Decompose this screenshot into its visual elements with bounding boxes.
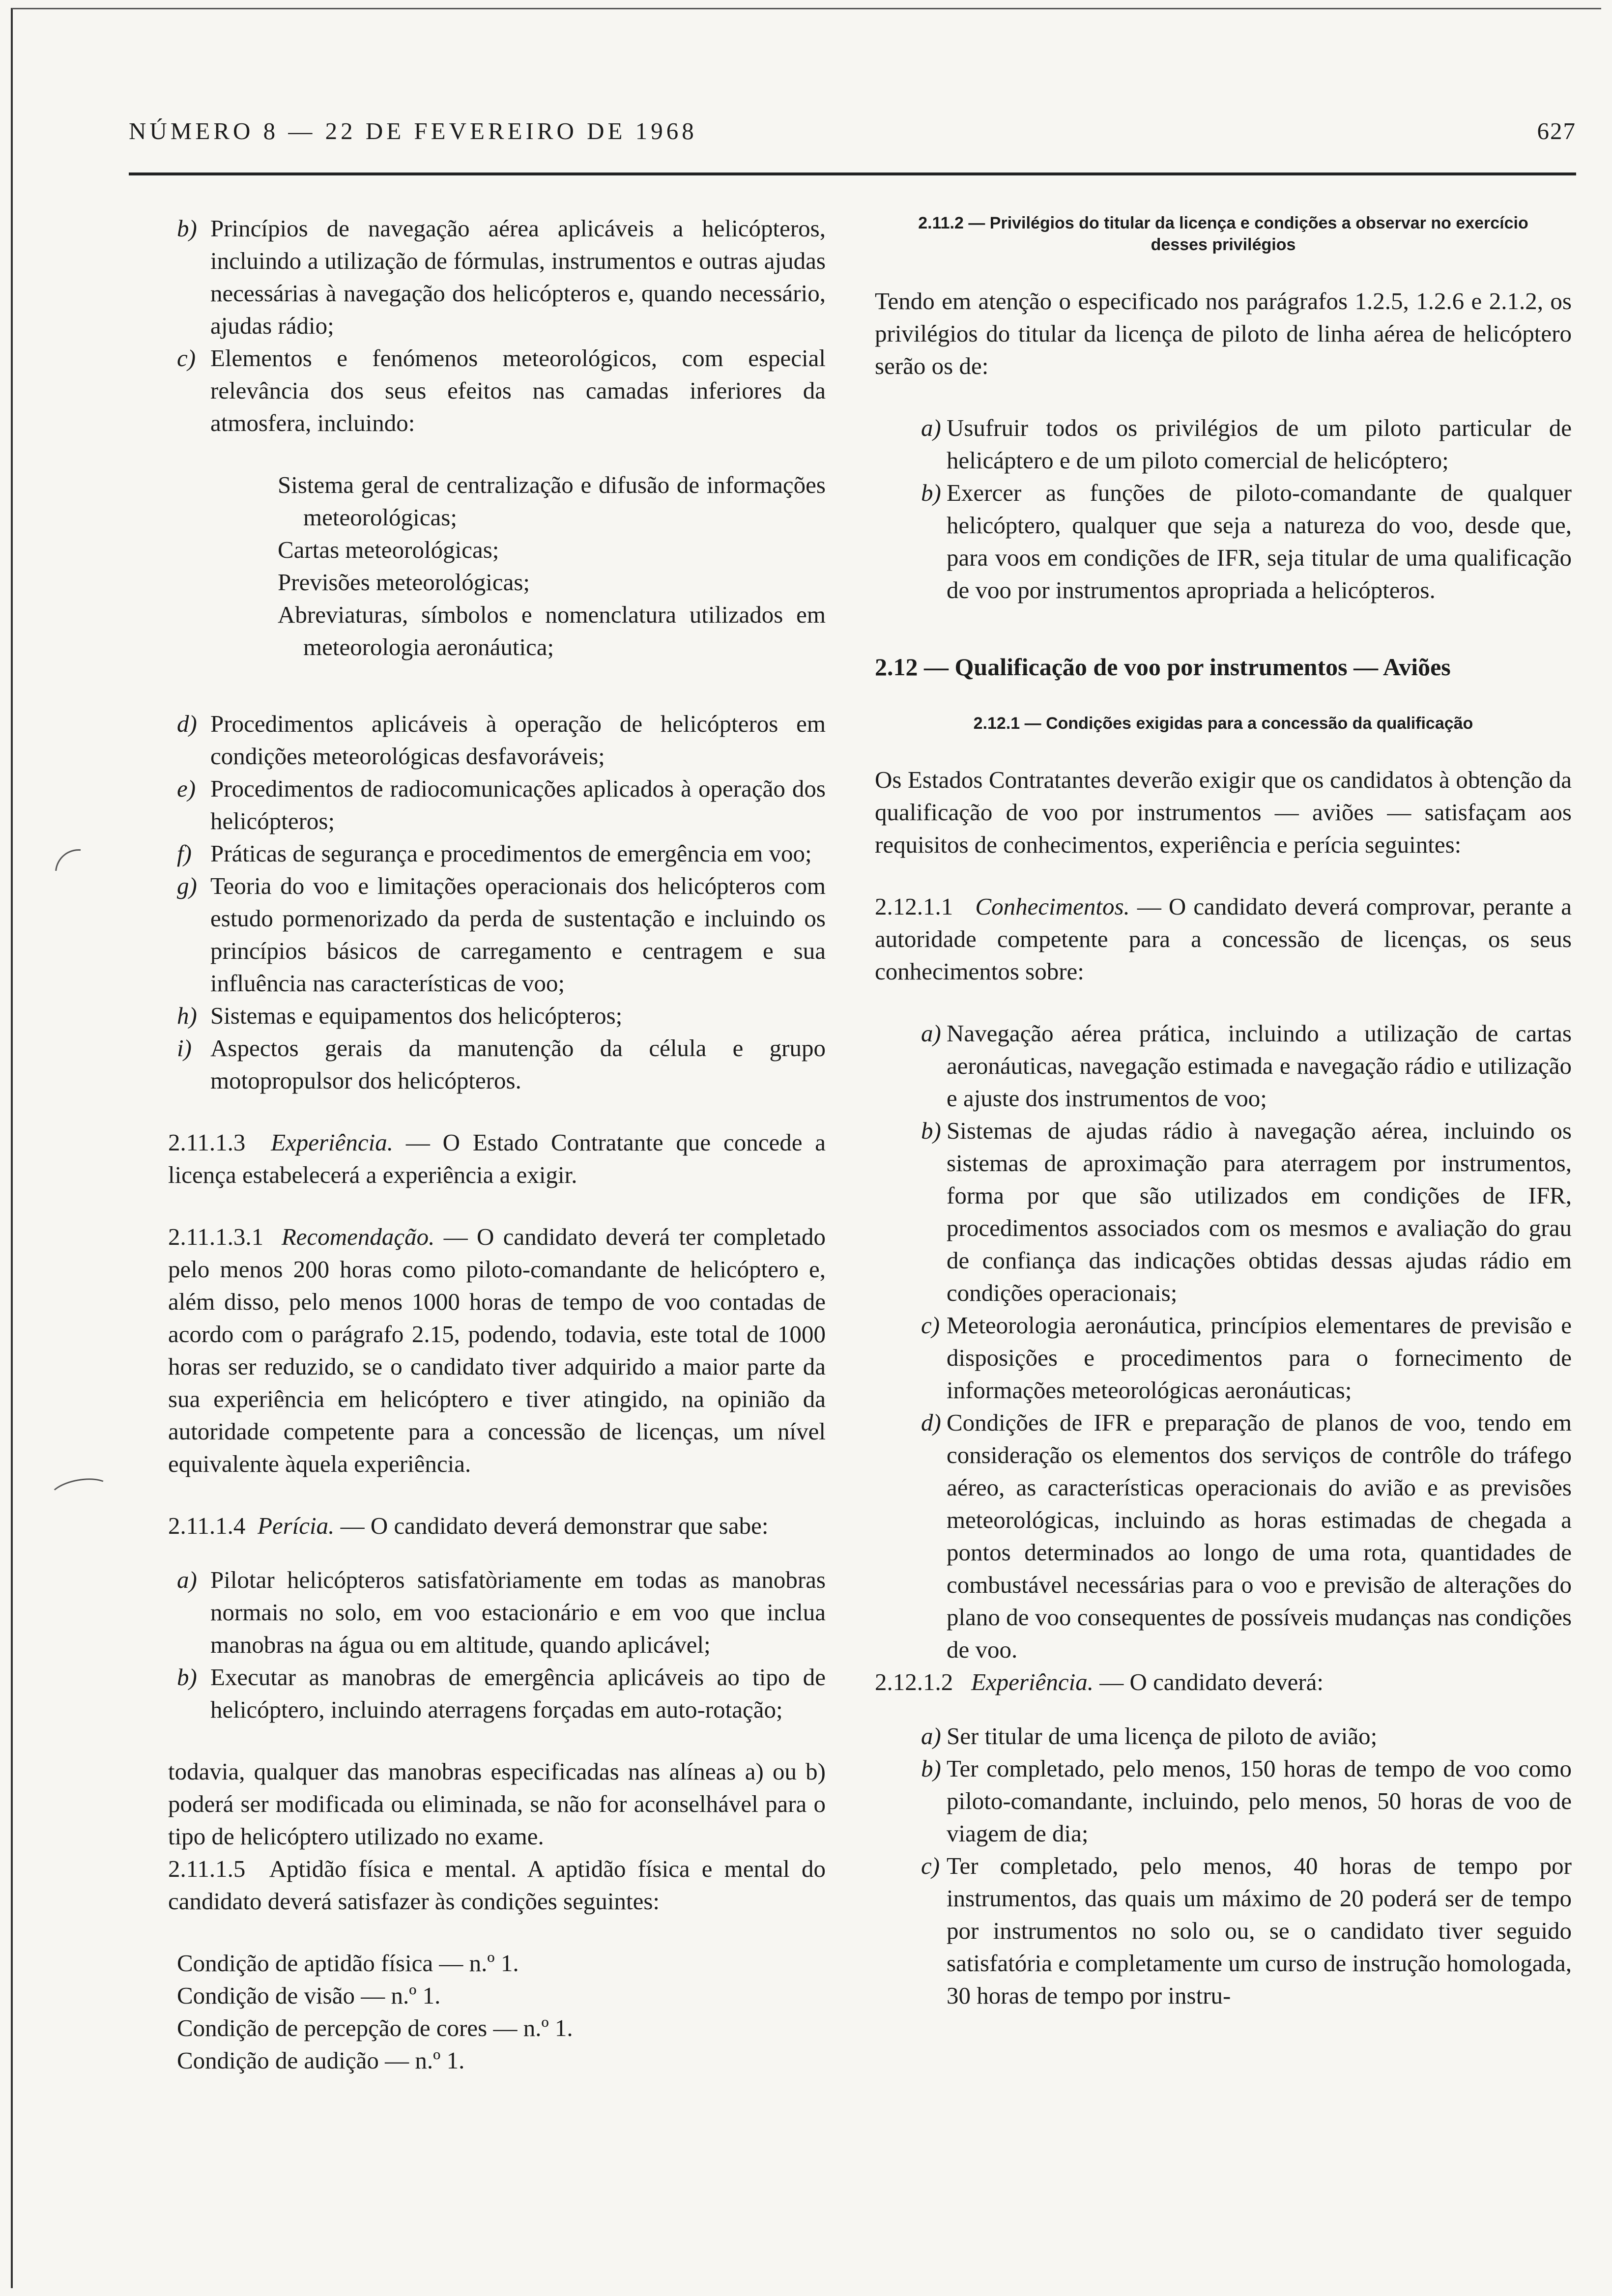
list-item: i) Aspectos gerais da manutenção da célula e grupo motopropulsor dos helicópteros. xyxy=(177,1034,826,1094)
list-item: e) Procedimentos de radiocomunicações aplicados à operação dos helicópteros; xyxy=(177,775,826,834)
list-item: Condição de visão — n.º 1. xyxy=(177,1982,441,2009)
paragraph-estados: Os Estados Contratantes deverão exigir que os candidatos à obtenção da qualificação de voo por instrumentos — aviões — satisfaçam aos requisitos de conhecimentos, experiência e perícia seguintes: xyxy=(875,766,1572,858)
list-item: b) Exercer as funções de piloto-comandante de qualquer helicóptero, qualquer que seja a natureza do voo, desde que, para voos em condições de IFR, seja titular de uma qualificação de voo por instrumentos apropriada a helicópteros. xyxy=(921,479,1572,603)
list-item: b) Princípios de navegação aérea aplicáveis a helicópteros, incluindo a utilização de fórmulas, instrumentos e outras ajudas necessárias à navegação dos helicópteros e, quando necessário, ajudas rádio; xyxy=(177,215,826,339)
paragraph-2-11-1-3-1: 2.11.1.3.1 Recomendação. — O candidato deverá ter completado pelo menos 200 horas como piloto-comandante de helicóptero e, além disso, pelo menos 1000 horas de tempo de voo contadas de acordo com o parágrafo 2.15, podendo, todavia, este total de 1000 horas ser reduzido, se o candidato tiver adquirido a maior parte da sua experiência em helicóptero e tiver atingido, na opinião da autoridade competente para a concessão de licenças, um nível equivalente àquela experiência. xyxy=(168,1223,826,1477)
list-item: c) Meteorologia aeronáutica, princípios elementares de previsão e disposições e procedimentos para o fornecimento de informações meteorológicas aeronáuticas; xyxy=(921,1312,1572,1404)
right-column xyxy=(875,212,1572,2012)
issue-date: NÚMERO 8 — 22 DE FEVEREIRO DE 1968 xyxy=(129,117,697,144)
left-column xyxy=(168,212,826,2077)
list-item: g) Teoria do voo e limitações operacionais dos helicópteros com estudo pormenorizado da perda de sustentação e incluindo os princípios básicos de carregamento e centragem e sua influência nas características de voo; xyxy=(177,872,826,997)
list-item: f) Práticas de segurança e procedimentos de emergência em voo; xyxy=(177,840,812,867)
paragraph-2-12-1-1: 2.12.1.1 Conhecimentos. — O candidato deverá comprovar, perante a autoridade competente para a concessão de licenças, os seus conhecimentos sobre: xyxy=(875,893,1572,985)
paragraph-privileges: Tendo em atenção o especificado nos parágrafos 1.2.5, 1.2.6 e 2.1.2, os privilégios do titular da licença de piloto de linha aérea de helicóptero serão os de: xyxy=(875,287,1572,379)
page-number: 627 xyxy=(1537,117,1576,144)
conditions-list xyxy=(168,1947,826,2077)
list-item: b) Ter completado, pelo menos, 150 horas de tempo de voo como piloto-comandante, incluindo, pelo menos, 50 horas de voo de viagem de dia; xyxy=(921,1755,1572,1847)
list-item: a) Navegação aérea prática, incluindo a utilização de cartas aeronáuticas, navegação estimada e navegação rádio e utilização e ajuste dos instrumentos de voo; xyxy=(921,1020,1572,1112)
paragraph-2-11-1-3: 2.11.1.3 Experiência. — O Estado Contratante que concede a licença estabelecerá a experiência a exigir. xyxy=(168,1129,826,1188)
meteo-list xyxy=(168,469,826,663)
list-item: c) Elementos e fenómenos meteorológicos, com especial relevância dos seus efeitos nas camadas inferiores da atmosfera, incluindo: xyxy=(177,344,826,436)
list-item: d) Condições de IFR e preparação de planos de voo, tendo em consideração os elementos dos serviços de contrôle do tráfego aéreo, as características operacionais do avião e as previsões meteorológicas, incluindo as horas estimadas de chegada a pontos determinados ao longo de uma rota, quantidades de combustável necessárias para o voo e previsão de alterações do plano de voo consequentes de possíveis mudanças nas condições de voo. xyxy=(921,1409,1572,1663)
list-item: a) Ser titular de uma licença de piloto de avião; xyxy=(921,1722,1378,1750)
list-item: d) Procedimentos aplicáveis à operação de helicópteros em condições meteorológicas desfavoráveis; xyxy=(177,710,826,770)
page-header xyxy=(129,117,1576,151)
list-item: b) Executar as manobras de emergência aplicáveis ao tipo de helicóptero, incluindo aterragens forçadas em auto-rotação; xyxy=(177,1664,826,1723)
list-item: a) Usufruir todos os privilégios de um piloto particular de helicáptero e de um piloto comercial de helicóptero; xyxy=(921,414,1572,474)
list-item: Cartas meteorológicas; xyxy=(278,536,499,563)
list-item: h) Sistemas e equipamentos dos helicópteros; xyxy=(177,1002,623,1029)
list-item: Condição de percepção de cores — n.º 1. xyxy=(177,2014,573,2041)
paragraph-todavia: todavia, qualquer das manobras especificadas nas alíneas a) ou b) poderá ser modificada ou eliminada, se não for aconselhável para o tipo de helicóptero utilizado no exame. xyxy=(168,1758,826,1850)
paragraph-2-12-1-2: 2.12.1.2 Experiência. — O candidato deverá: xyxy=(875,1668,1324,1695)
heading-2-11-2: 2.11.2 — Privilégios do titular da licença e condições a observar no exercício desses privilégios xyxy=(918,214,1528,254)
list-item: b) Sistemas de ajudas rádio à navegação aérea, incluindo os sistemas de aproximação para aterragem por instrumentos, forma por que são utilizados em condições de IFR, procedimentos associados com os mesmos e avaliação do grau de confiança das indicações obtidas dessas ajudas rádio em condições operacionais; xyxy=(921,1117,1572,1306)
paragraph-2-11-1-4: 2.11.1.4 Perícia. — O candidato deverá demonstrar que sabe: xyxy=(168,1512,769,1539)
list-item: Abreviaturas, símbolos e nomenclatura utilizados em meteorologia aeronáutica; xyxy=(278,601,826,660)
list-item: Sistema geral de centralização e difusão de informações meteorológicas; xyxy=(278,471,826,531)
list-item: a) Pilotar helicópteros satisfatòriamente em todas as manobras normais no solo, em voo estacionário e em voo que inclua manobras na água ou em altitude, quando aplicável; xyxy=(177,1566,826,1658)
header-rule xyxy=(129,172,1576,175)
heading-2-12: 2.12 — Qualificação de voo por instrumentos — Aviões xyxy=(875,653,1451,681)
heading-2-12-1: 2.12.1 — Condições exigidas para a concessão da qualificação xyxy=(973,714,1473,733)
list-item: Condição de audição — n.º 1. xyxy=(177,2047,465,2074)
list-item: Condição de aptidão física — n.º 1. xyxy=(177,1950,519,1977)
list-item: Previsões meteorológicas; xyxy=(278,569,530,596)
list-item: c) Ter completado, pelo menos, 40 horas de tempo por instrumentos, das quais um máximo de 20 poderá ser de tempo por instrumentos no solo ou, se o candidato tiver seguido satisfatória e completamente um curso de instrução homologada, 30 horas de tempo por instru- xyxy=(921,1852,1572,2009)
paragraph-2-11-1-5: 2.11.1.5 Aptidão física e mental. A aptidão física e mental do candidato deverá satisfazer às condições seguintes: xyxy=(168,1855,826,1915)
